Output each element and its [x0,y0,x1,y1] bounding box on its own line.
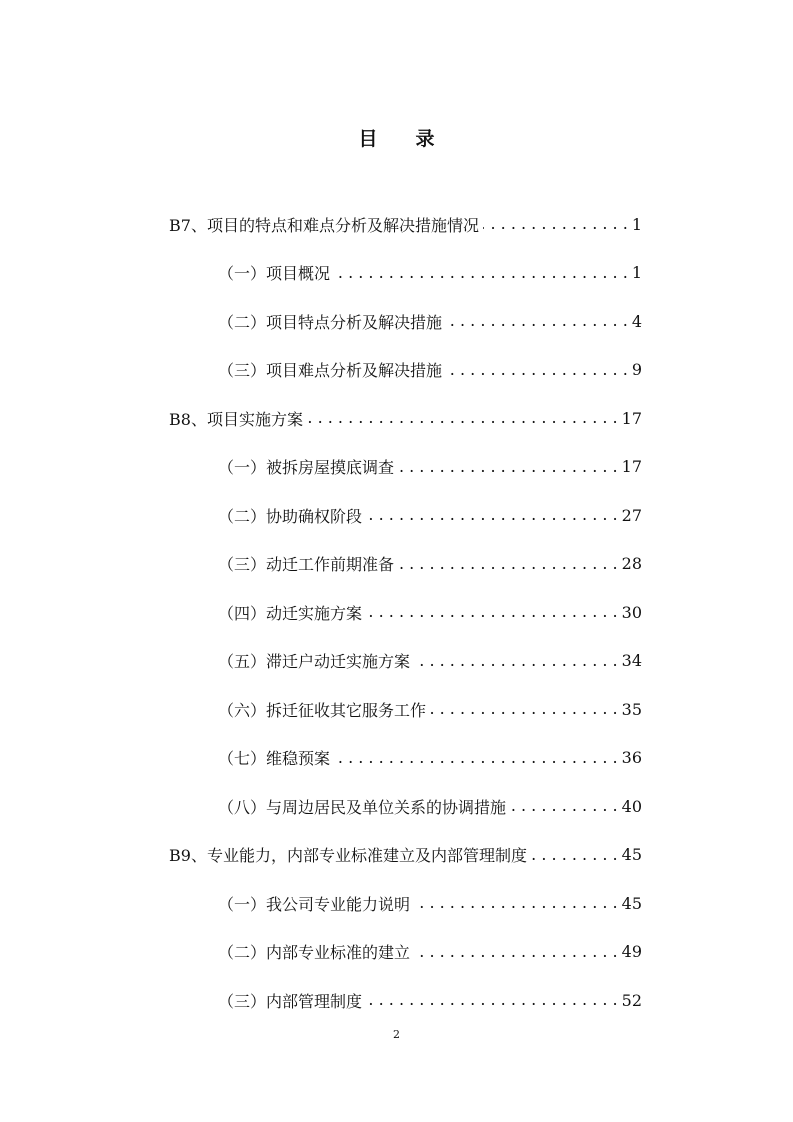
dot-leader [446,358,628,382]
toc-entry-page: 49 [621,942,642,961]
toc-entry[interactable] [218,891,642,915]
toc-entry-page: 45 [621,893,642,913]
toc-entry-text: （二）内部专业标准的建立 [218,943,411,962]
toc-entry-text: （七）维稳预案 [218,749,331,768]
dot-leader [414,649,618,673]
toc-entry-text: （五）滞迁户动迁实施方案 [218,652,411,671]
toc-entry[interactable] [218,794,642,818]
toc-entry[interactable] [218,940,642,964]
toc-entry-page: 35 [621,699,642,719]
dot-leader [398,552,618,576]
toc-entry[interactable] [218,552,642,576]
dot-leader [510,794,618,818]
dot-leader [430,697,618,721]
toc-entry-page: 1 [631,263,642,282]
toc-entry[interactable] [169,406,642,430]
toc-entry-text: （一）项目概况 [218,264,331,283]
toc-entry[interactable] [218,358,642,382]
page-number: 2 [393,1028,400,1041]
dot-leader [366,988,618,1012]
toc-entry-page: 52 [621,990,642,1010]
toc-entry[interactable] [218,455,642,479]
toc-title: 目录 [358,128,473,150]
dot-leader [531,843,618,867]
toc-entry-text: （三）内部管理制度 [218,991,363,1011]
toc-entry-page: 40 [621,796,642,816]
dot-leader [398,455,618,479]
dot-leader [366,503,618,527]
toc-entry-text: （三）项目难点分析及解决措施 [218,361,443,380]
toc-entry-page: 17 [621,457,642,476]
toc-entry-text: （一）被拆房屋摸底调查 [218,458,395,477]
dot-leader [414,940,618,964]
toc-entry[interactable] [169,843,642,867]
toc-entry[interactable] [218,988,642,1012]
dot-leader [414,891,618,915]
toc-entry-page: 17 [621,408,642,428]
dot-leader [446,309,628,333]
dot-leader [366,600,618,624]
toc-entry-page: 1 [631,214,642,234]
toc-entry-text: （八）与周边居民及单位关系的协调措施 [218,797,507,817]
toc-entry-text: （四）动迁实施方案 [218,603,363,623]
toc-entry[interactable] [218,649,642,673]
toc-entry-text: （二）项目特点分析及解决措施 [218,312,443,332]
toc-entry-text: B7、项目的特点和难点分析及解决措施情况 [169,215,479,235]
toc-entry-page: 27 [621,505,642,525]
toc-entry-page: 45 [621,845,642,864]
toc-entry-text: B8、项目实施方案 [169,409,303,429]
toc-entry-page: 30 [621,602,642,622]
dot-leader [334,261,628,285]
toc-entry[interactable] [218,600,642,624]
toc-entry[interactable] [218,746,642,770]
toc-entry[interactable] [218,697,642,721]
toc-entry[interactable] [218,261,642,285]
toc-entry-page: 28 [621,554,642,573]
toc-entry-text: （三）动迁工作前期准备 [218,555,395,574]
toc-entry[interactable] [218,503,642,527]
toc-entry[interactable] [218,309,642,333]
toc-entry-page: 9 [631,360,642,379]
dot-leader [307,406,618,430]
dot-leader [483,212,628,236]
dot-leader [334,746,618,770]
toc-entry[interactable] [169,212,642,236]
toc-entry-text: （二）协助确权阶段 [218,506,363,526]
toc-entry-page: 34 [621,651,642,670]
toc-entry-text: B9、专业能力，内部专业标准建立及内部管理制度 [169,846,527,865]
toc-entry-page: 36 [621,748,642,767]
toc-entry-text: （一）我公司专业能力说明 [218,894,411,914]
toc-entry-page: 4 [631,311,642,331]
toc-entry-text: （六）拆迁征收其它服务工作 [218,700,427,720]
